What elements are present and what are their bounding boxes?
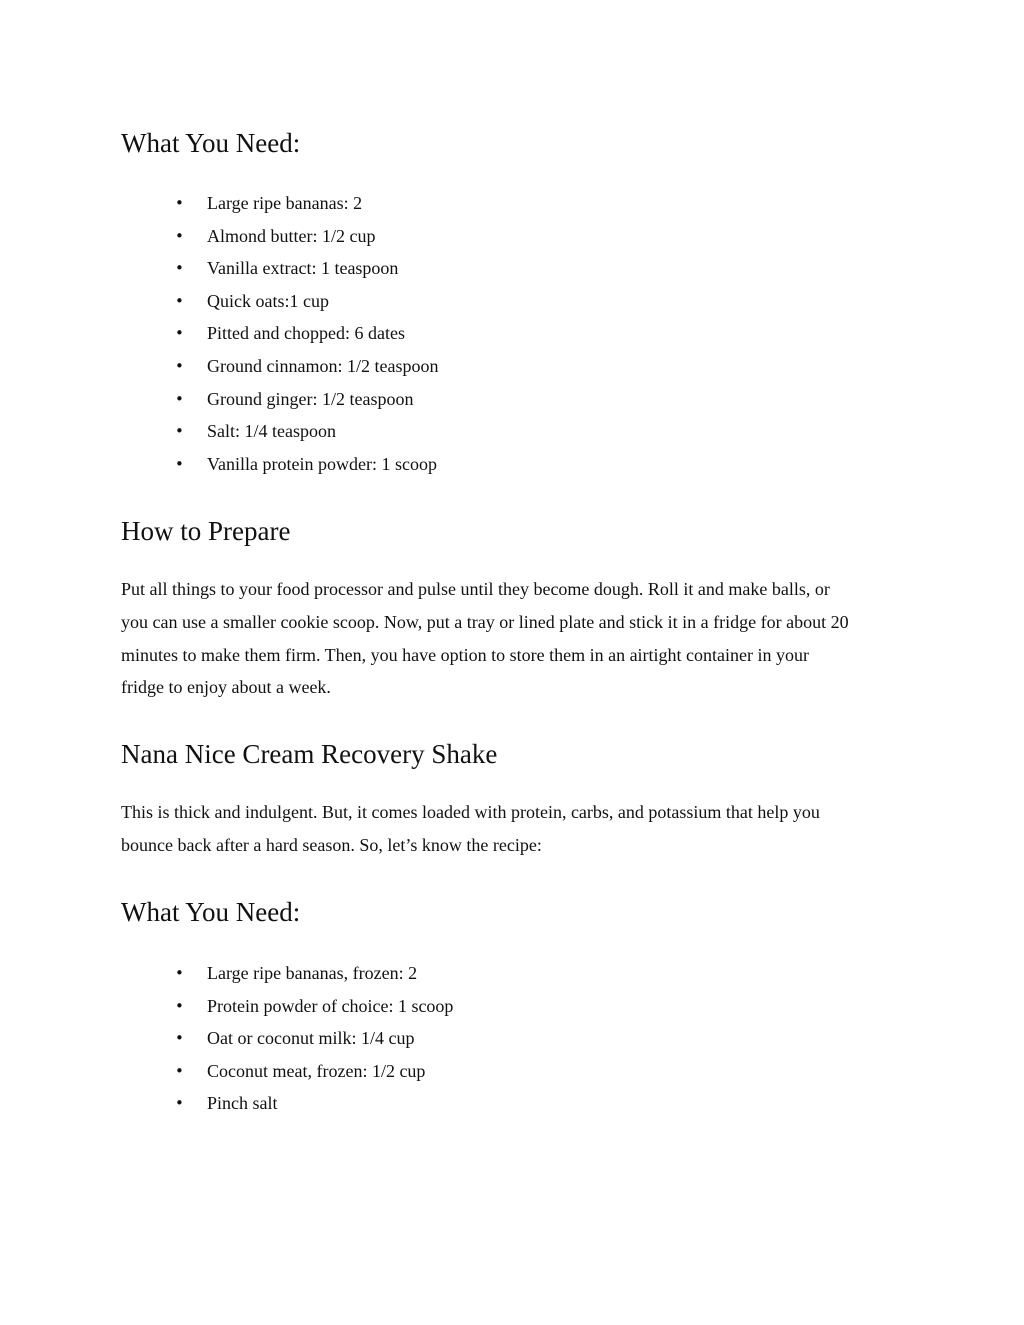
- section-heading-what-you-need-shake: What You Need:: [121, 897, 301, 927]
- list-item: • Pinch salt: [0, 1087, 1024, 1120]
- paragraph-line: bounce back after a hard season. So, let’s know the recipe:: [121, 835, 542, 855]
- bullet-icon: •: [175, 389, 184, 408]
- list-item: • Coconut meat, frozen: 1/2 cup: [0, 1055, 1024, 1088]
- bullet-icon: •: [175, 1061, 184, 1080]
- paragraph-line: you can use a smaller cookie scoop. Now, put a tray or lined plate and stick it in a fridge for about 20: [121, 612, 849, 632]
- bullet-icon: •: [175, 422, 184, 441]
- list-item: • Quick oats:1 cup: [0, 285, 1024, 318]
- section-heading-nana-nice-cream: Nana Nice Cream Recovery Shake: [121, 739, 498, 769]
- bullet-icon: •: [175, 259, 184, 278]
- bullet-icon: •: [175, 964, 184, 982]
- bullet-icon: •: [175, 194, 184, 212]
- list-item: • Salt: 1/4 teaspoon: [0, 415, 1024, 448]
- paragraph-line: minutes to make them firm. Then, you have option to store them in an airtight container in your: [121, 645, 810, 665]
- list-item: • Pitted and chopped: 6 dates: [0, 317, 1024, 350]
- list-item: • Large ripe bananas: 2: [0, 187, 1024, 220]
- bullet-icon: •: [175, 996, 184, 1015]
- paragraph-line: Put all things to your food processor and pulse until they become dough. Roll it and make balls, or: [121, 579, 830, 599]
- section-heading-how-to-prepare: How to Prepare: [121, 516, 291, 546]
- paragraph-line: This is thick and indulgent. But, it comes loaded with protein, carbs, and potassium that help you: [121, 802, 820, 822]
- paragraph-line: fridge to enjoy about a week.: [121, 677, 331, 697]
- bullet-icon: •: [175, 324, 184, 343]
- bullet-icon: •: [175, 454, 184, 473]
- list-item: • Vanilla protein powder: 1 scoop: [0, 448, 1024, 481]
- list-item: • Oat or coconut milk: 1/4 cup: [0, 1022, 1024, 1055]
- bullet-icon: •: [175, 291, 184, 310]
- list-item: • Ground ginger: 1/2 teaspoon: [0, 383, 1024, 416]
- ingredients-list: [0, 187, 1024, 480]
- section-heading-what-you-need: What You Need:: [121, 128, 301, 158]
- list-item: • Vanilla extract: 1 teaspoon: [0, 252, 1024, 285]
- bullet-icon: •: [175, 1029, 184, 1048]
- shake-ingredients-list: [0, 957, 1024, 1120]
- bullet-icon: •: [175, 356, 184, 375]
- list-item: • Protein powder of choice: 1 scoop: [0, 990, 1024, 1023]
- bullet-icon: •: [175, 226, 184, 245]
- bullet-icon: •: [175, 1094, 184, 1113]
- list-item: • Large ripe bananas, frozen: 2: [0, 957, 1024, 990]
- list-item: • Almond butter: 1/2 cup: [0, 220, 1024, 253]
- list-item: • Ground cinnamon: 1/2 teaspoon: [0, 350, 1024, 383]
